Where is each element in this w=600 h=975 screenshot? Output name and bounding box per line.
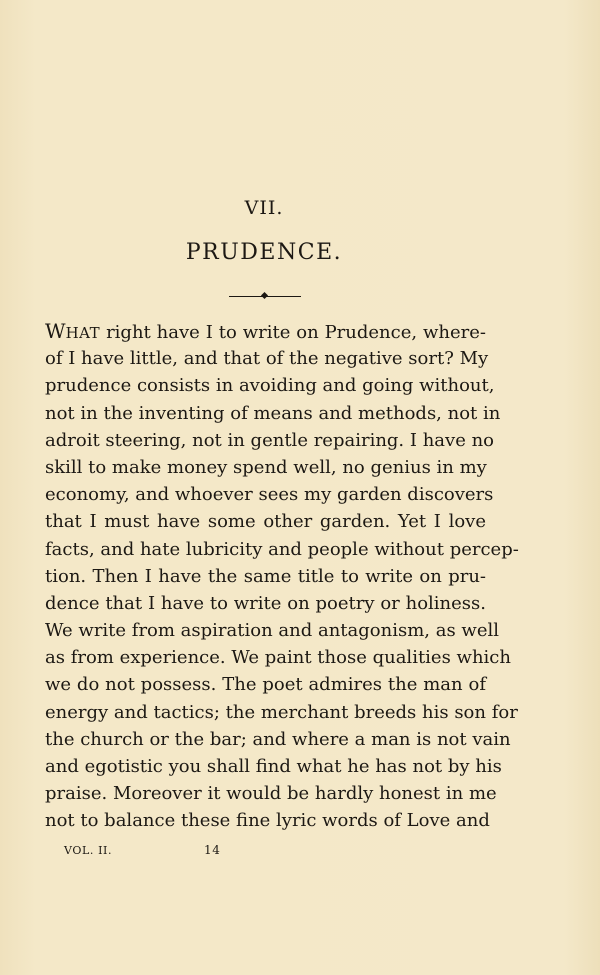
drop-letter: W <box>45 319 66 343</box>
signature-mark: 14 <box>204 843 221 857</box>
text-line: the church or the bar; and where a man is not vain <box>45 728 511 750</box>
text-line: as from experience. We paint those qualities which <box>45 647 511 669</box>
text-line: economy, and whoever sees my garden discovers <box>45 484 494 506</box>
diamond-icon <box>261 292 268 299</box>
text-line: prudence consists in avoiding and going without, <box>45 375 495 397</box>
small-caps: HAT <box>65 324 101 342</box>
text-line: that I must have some other garden. Yet I love <box>45 511 486 533</box>
text-line: we do not possess. The poet admires the man of <box>45 674 486 696</box>
chapter-number: VII. <box>244 197 284 219</box>
text-line: not in the inventing of means and methods, not in <box>45 402 501 424</box>
text-line: of I have little, and that of the negative sort? My <box>45 348 489 370</box>
text-line: dence that I have to write on poetry or holiness. <box>45 592 486 614</box>
text-line: praise. Moreover it would be hardly honest in me <box>45 783 497 805</box>
text-line <box>45 318 486 345</box>
body-text <box>45 318 519 835</box>
text-line: and egotistic you shall find what he has not by his <box>45 756 502 777</box>
text-line: not to balance these fine lyric words of Love and <box>45 810 490 832</box>
opening-word <box>45 319 100 343</box>
text-line: We write from aspiration and antagonism, as well <box>45 620 499 642</box>
text-line: skill to make money spend well, no genius in my <box>45 456 487 478</box>
text-line: adroit steering, not in gentle repairing. I have no <box>45 429 495 451</box>
text-line: facts, and hate lubricity and people without percep- <box>45 538 519 560</box>
volume-label: VOL. II. <box>64 844 113 857</box>
chapter-title: PRUDENCE. <box>185 240 343 265</box>
line-text: right have I to write on Prudence, where- <box>100 322 486 343</box>
divider-ornament <box>229 291 301 301</box>
text-line: energy and tactics; the merchant breeds his son for <box>45 701 518 723</box>
text-line: tion. Then I have the same title to write on pru- <box>45 565 486 587</box>
